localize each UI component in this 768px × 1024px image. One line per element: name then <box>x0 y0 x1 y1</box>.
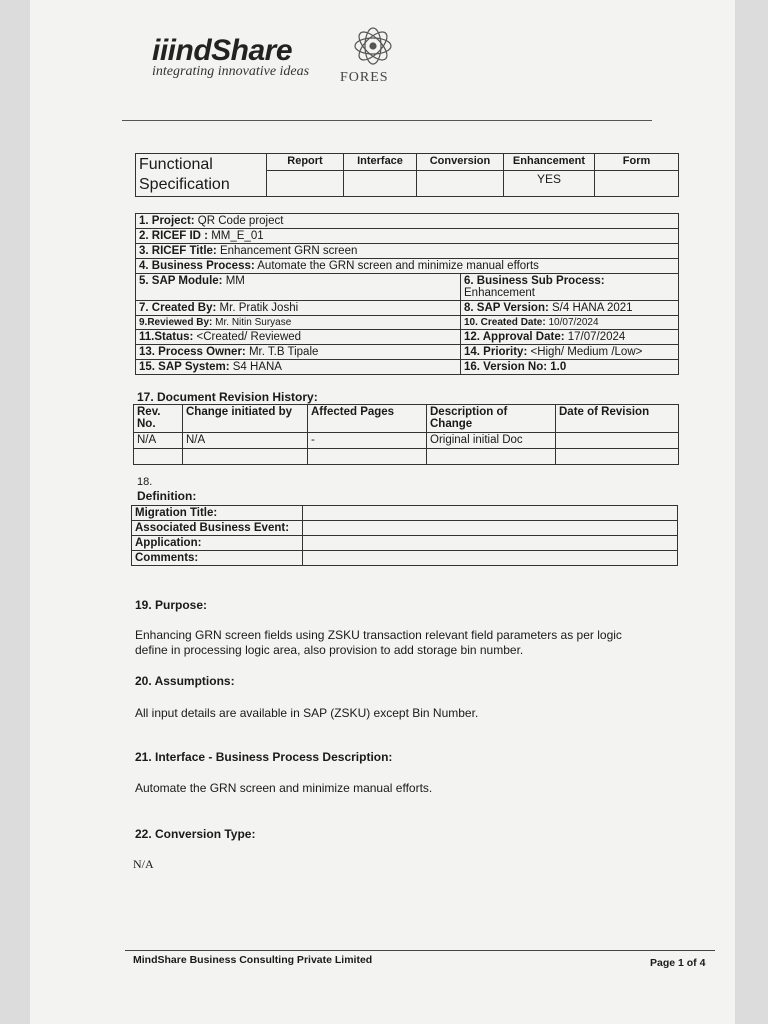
spec-title-line1: Functional <box>139 156 213 173</box>
footer-rule <box>125 950 715 951</box>
table-cell <box>556 449 679 465</box>
col-enhancement: Enhancement <box>504 154 595 171</box>
table-cell: - <box>308 433 427 449</box>
definition-table <box>131 505 678 566</box>
revision-history-title: 17. Document Revision History: <box>137 390 318 404</box>
sap-version-cell: 8. SAP Version: S/4 HANA 2021 <box>461 301 679 316</box>
definition-title: Definition: <box>137 489 197 503</box>
priority-cell: 14. Priority: <High/ Medium /Low> <box>461 345 679 360</box>
application-label: Application: <box>132 536 303 551</box>
table-cell <box>183 449 308 465</box>
ricef-id-row: 2. RICEF ID : MM_E_01 <box>136 229 679 244</box>
col-conversion: Conversion <box>417 154 504 171</box>
col-form: Form <box>595 154 679 171</box>
rev-header-no: Rev. No. <box>134 405 183 433</box>
rev-header-initiated: Change initiated by <box>183 405 308 433</box>
val-conversion <box>417 171 504 197</box>
conversion-title: 22. Conversion Type: <box>135 827 256 841</box>
table-cell <box>556 433 679 449</box>
footer-company: MindShare Business Consulting Private Limited <box>133 954 373 966</box>
table-cell: N/A <box>183 433 308 449</box>
project-row: 1. Project: QR Code project <box>136 214 679 229</box>
purpose-title: 19. Purpose: <box>135 598 208 612</box>
project-info-table <box>135 213 679 375</box>
table-cell <box>308 449 427 465</box>
purpose-text: Enhancing GRN screen fields using ZSKU transaction relevant field parameters as per logic define in processing logic area, also provision to add storage bin number. <box>135 628 622 657</box>
interface-title: 21. Interface - Business Process Description: <box>135 750 393 764</box>
footer-page-number: Page 1 of 4 <box>650 957 706 969</box>
col-report: Report <box>267 154 344 171</box>
comments-label: Comments: <box>132 551 303 566</box>
flower-logo-icon <box>336 20 410 76</box>
business-event-label: Associated Business Event: <box>132 521 303 536</box>
migration-title-value <box>303 506 678 521</box>
assumptions-text: All input details are available in SAP (ZSKU) except Bin Number. <box>135 706 479 720</box>
table-cell: N/A <box>134 433 183 449</box>
col-interface: Interface <box>344 154 417 171</box>
business-process-row: 4. Business Process: Automate the GRN screen and minimize manual efforts <box>136 259 679 274</box>
version-cell: 16. Version No: 1.0 <box>461 360 679 375</box>
partner-logo-text: FORES <box>340 70 389 85</box>
application-value <box>303 536 678 551</box>
migration-title-label: Migration Title: <box>132 506 303 521</box>
created-by-cell: 7. Created By: Mr. Pratik Joshi <box>136 301 461 316</box>
document-page <box>30 0 735 1024</box>
status-cell: 11.Status: <Created/ Reviewed <box>136 330 461 345</box>
rev-header-description: Description of Change <box>427 405 556 433</box>
reviewed-by-cell: 9.Reviewed By: Mr. Nitin Suryase <box>136 316 461 330</box>
definition-number: 18. <box>137 476 153 488</box>
assumptions-title: 20. Assumptions: <box>135 674 235 688</box>
created-date-cell: 10. Created Date: 10/07/2024 <box>461 316 679 330</box>
conversion-text: N/A <box>133 857 154 871</box>
business-event-value <box>303 521 678 536</box>
spec-title-line2: Specification <box>139 176 230 193</box>
table-cell <box>427 449 556 465</box>
comments-value <box>303 551 678 566</box>
approval-date-cell: 12. Approval Date: 17/07/2024 <box>461 330 679 345</box>
spec-title-cell <box>136 154 267 197</box>
header-rule <box>122 120 652 121</box>
business-sub-process-cell: 6. Business Sub Process: Enhancement <box>461 274 679 301</box>
table-cell <box>134 449 183 465</box>
rev-header-date: Date of Revision <box>556 405 679 433</box>
interface-text: Automate the GRN screen and minimize manual efforts. <box>135 781 433 795</box>
company-logo: iiindShare <box>152 34 293 67</box>
ricef-title-row: 3. RICEF Title: Enhancement GRN screen <box>136 244 679 259</box>
revision-history-table <box>133 404 679 465</box>
val-interface <box>344 171 417 197</box>
process-owner-cell: 13. Process Owner: Mr. T.B Tipale <box>136 345 461 360</box>
rev-header-pages: Affected Pages <box>308 405 427 433</box>
val-report <box>267 171 344 197</box>
sap-module-cell: 5. SAP Module: MM <box>136 274 461 301</box>
sap-system-cell: 15. SAP System: S4 HANA <box>136 360 461 375</box>
table-cell: Original initial Doc <box>427 433 556 449</box>
logo-tagline: integrating innovative ideas <box>152 64 310 79</box>
val-form <box>595 171 679 197</box>
spec-type-table <box>135 153 679 197</box>
val-enhancement: YES <box>504 171 595 197</box>
